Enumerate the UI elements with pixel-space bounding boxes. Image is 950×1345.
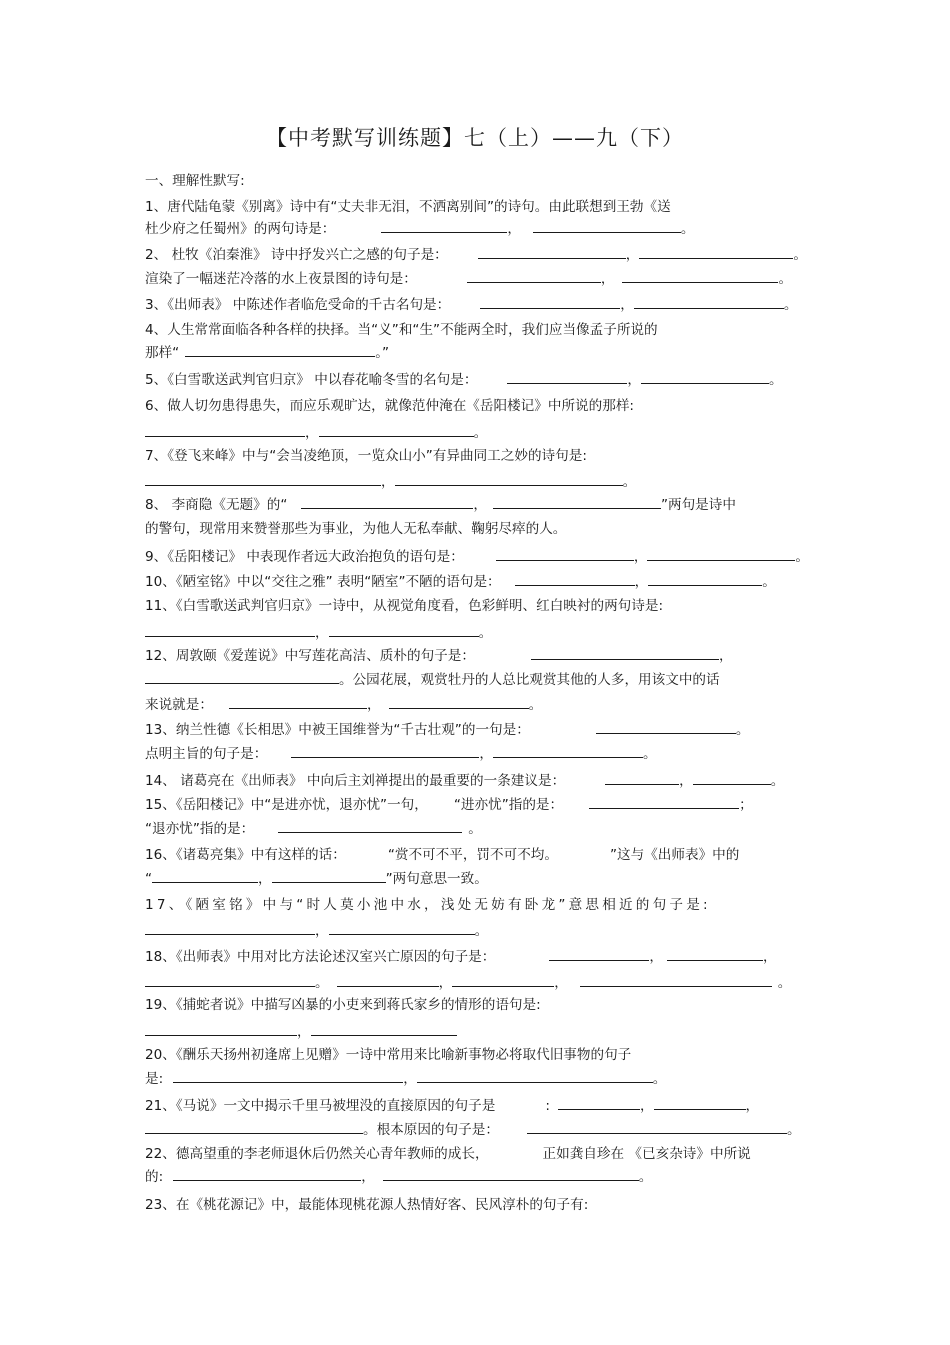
answer-blank[interactable] [145,1023,297,1036]
question-8-line-2: 的警句，现常用来赞誉那些为事业，为他人无私奉献、鞠躬尽瘁的人。 [145,521,567,537]
answer-blank[interactable] [639,246,793,259]
answer-blank[interactable] [145,624,315,637]
answer-blank[interactable] [145,671,339,684]
question-22-line-1: 22、德高望重的李老师退休后仍然关心青年教师的成长， 正如龚自珍在 《已亥杂诗》中所说 [145,1146,751,1162]
question-13-line-2: 点明主旨的句子是： ， 。 [145,746,657,762]
question-4-line-2: 那样“ 。” [145,345,390,361]
section-heading: 一、理解性默写: [145,173,245,189]
answer-blank[interactable] [145,922,315,935]
answer-blank[interactable] [329,922,475,935]
answer-blank[interactable] [589,796,739,809]
answer-blank[interactable] [533,220,681,233]
question-10: 10、《陋室铭》中以“交往之雅” 表明“陋室”不陋的语句是： ， 。 [145,574,776,590]
question-12-line-2: 。公园花展，观赏牡丹的人总比观赏其他的人多，用该文中的话 [145,671,720,689]
answer-blank[interactable] [291,745,479,758]
question-9: 9、《岳阳楼记》 中表现作者远大政治抱负的语句是： ， 。 [145,549,810,565]
answer-blank[interactable] [319,424,474,437]
answer-blank[interactable] [417,1070,653,1083]
question-1-line-2: 杜少府之任蜀州》的两句诗是： ， 。 [145,221,695,237]
question-11-line-2: ， 。 [145,624,492,642]
answer-blank[interactable] [467,270,601,283]
answer-blank[interactable] [648,573,762,586]
answer-blank[interactable] [173,1070,403,1083]
question-11-line-1: 11、《白雪歌送武判官归京》一诗中，从视觉角度看，色彩鲜明、红白映衬的两句诗是: [145,598,664,614]
answer-blank[interactable] [383,1168,639,1181]
answer-blank[interactable] [278,820,462,833]
question-15-line-2: “退亦忧”指的是： 。 [145,821,482,837]
answer-blank[interactable] [173,1168,361,1181]
question-17-line-2: ， 。 [145,922,488,940]
answer-blank[interactable] [395,473,623,486]
answer-blank[interactable] [496,548,634,561]
answer-blank[interactable] [527,1121,787,1134]
question-3: 3、《出师表》 中陈述作者临危受命的千古名句是： ， 。 [145,297,798,313]
answer-blank[interactable] [185,344,375,357]
question-4-line-1: 4、人生常常面临各种各样的抉择。当“义”和“生”不能两全时，我们应当像孟子所说的 [145,322,658,338]
question-20-line-1: 20、《酬乐天扬州初逢席上见赠》一诗中常用来比喻新事物必将取代旧事物的句子 [145,1047,632,1063]
question-7-line-2: ， 。 [145,473,636,491]
answer-blank[interactable] [647,548,795,561]
question-7-line-1: 7、《登飞来峰》中与“会当凌绝顶，一览众山小”有异曲同工之妙的诗句是: [145,448,587,464]
answer-blank[interactable] [493,745,643,758]
answer-blank[interactable] [515,573,635,586]
question-6-line-1: 6、做人切勿患得患失，而应乐观旷达，就像范仲淹在《岳阳楼记》中所说的那样: [145,398,635,414]
answer-blank[interactable] [272,870,386,883]
question-2-line-2: 渲染了一幅迷茫冷落的水上夜景图的诗句是： ， 。 [145,271,793,287]
question-16-line-2: “ ， ”两句意思一致。 [145,871,488,887]
answer-blank[interactable] [605,772,679,785]
answer-blank[interactable] [634,296,784,309]
answer-blank[interactable] [596,721,736,734]
question-12-line-3: 来说就是： ， 。 [145,697,543,713]
answer-blank[interactable] [531,647,719,660]
question-1-line-1: 1、唐代陆龟蒙《别离》诗中有“丈夫非无泪，不洒离别间”的诗句。由此联想到王勃《送 [145,199,671,215]
question-20-line-2: 是: ， 。 [145,1071,667,1087]
answer-blank[interactable] [693,772,771,785]
question-18-line-1: 18、《出师表》中用对比方法论述汉室兴亡原因的句子是： ， ， [145,949,777,965]
answer-blank[interactable] [478,246,626,259]
question-19-line-2: ， [145,1023,457,1041]
answer-blank[interactable] [301,496,473,509]
answer-blank[interactable] [667,948,763,961]
answer-blank[interactable] [229,696,367,709]
answer-blank[interactable] [389,696,529,709]
question-19-line-1: 19、《捕蛇者说》中描写凶暴的小吏来到蒋氏家乡的情形的语句是: [145,997,541,1013]
answer-blank[interactable] [480,296,620,309]
question-2-line-1: 2、 杜牧《泊秦淮》 诗中抒发兴亡之感的句子是： ， 。 [145,247,807,263]
answer-blank[interactable] [641,371,769,384]
question-22-line-2: 的: ， 。 [145,1169,653,1185]
answer-blank[interactable] [558,1097,640,1110]
answer-blank[interactable] [145,974,315,987]
question-5: 5、《白雪歌送武判官归京》 中以春花喻冬雪的名句是： ， 。 [145,372,783,388]
page-title: 【中考默写训练题】七（上）——九（下） [266,126,684,150]
answer-blank[interactable] [507,371,627,384]
answer-blank[interactable] [152,870,258,883]
question-6-line-2: ， 。 [145,424,487,442]
question-17-line-1: 17、《陋室铭》中与“时人莫小池中水，浅处无妨有卧龙”意思相近的句子是: [145,897,711,913]
answer-blank[interactable] [654,1097,746,1110]
answer-blank[interactable] [145,424,305,437]
question-13-line-1: 13、纳兰性德《长相思》中被王国维誉为“千古壮观”的一句是： 。 [145,722,750,738]
answer-blank[interactable] [622,270,778,283]
question-12-line-1: 12、周敦颐《爱莲说》中写莲花高洁、质朴的句子是： ， [145,648,733,664]
question-16-line-1: 16、《诸葛亮集》中有这样的话： “赏不可不平，罚不可不均。 ”这与《出师表》中的 [145,847,740,863]
answer-blank[interactable] [337,974,439,987]
question-14: 14、 诸葛亮在《出师表》 中向后主刘禅提出的最重要的一条建议是： ， 。 [145,773,785,789]
answer-blank[interactable] [549,948,649,961]
answer-blank[interactable] [452,974,554,987]
question-8-line-1: 8、 李商隐《无题》的“ ， ”两句是诗中 [145,497,736,513]
answer-blank[interactable] [311,1023,457,1036]
answer-blank[interactable] [493,496,661,509]
question-21-line-1: 21、《马说》一文中揭示千里马被埋没的直接原因的句子是 : ， ， [145,1098,760,1114]
answer-blank[interactable] [145,1121,363,1134]
answer-blank[interactable] [329,624,479,637]
question-23: 23、在《桃花源记》中，最能体现桃花源人热情好客、民风淳朴的句子有: [145,1197,589,1213]
question-21-line-2: 。根本原因的句子是： 。 [145,1121,801,1139]
answer-blank[interactable] [580,974,772,987]
question-18-line-2: 。 ， ， 。 [145,974,791,992]
question-15-line-1: 15、《岳阳楼记》中“是进亦忧，退亦忧”一句， “进亦忧”指的是： ； [145,797,753,813]
answer-blank[interactable] [145,473,381,486]
answer-blank[interactable] [381,220,507,233]
